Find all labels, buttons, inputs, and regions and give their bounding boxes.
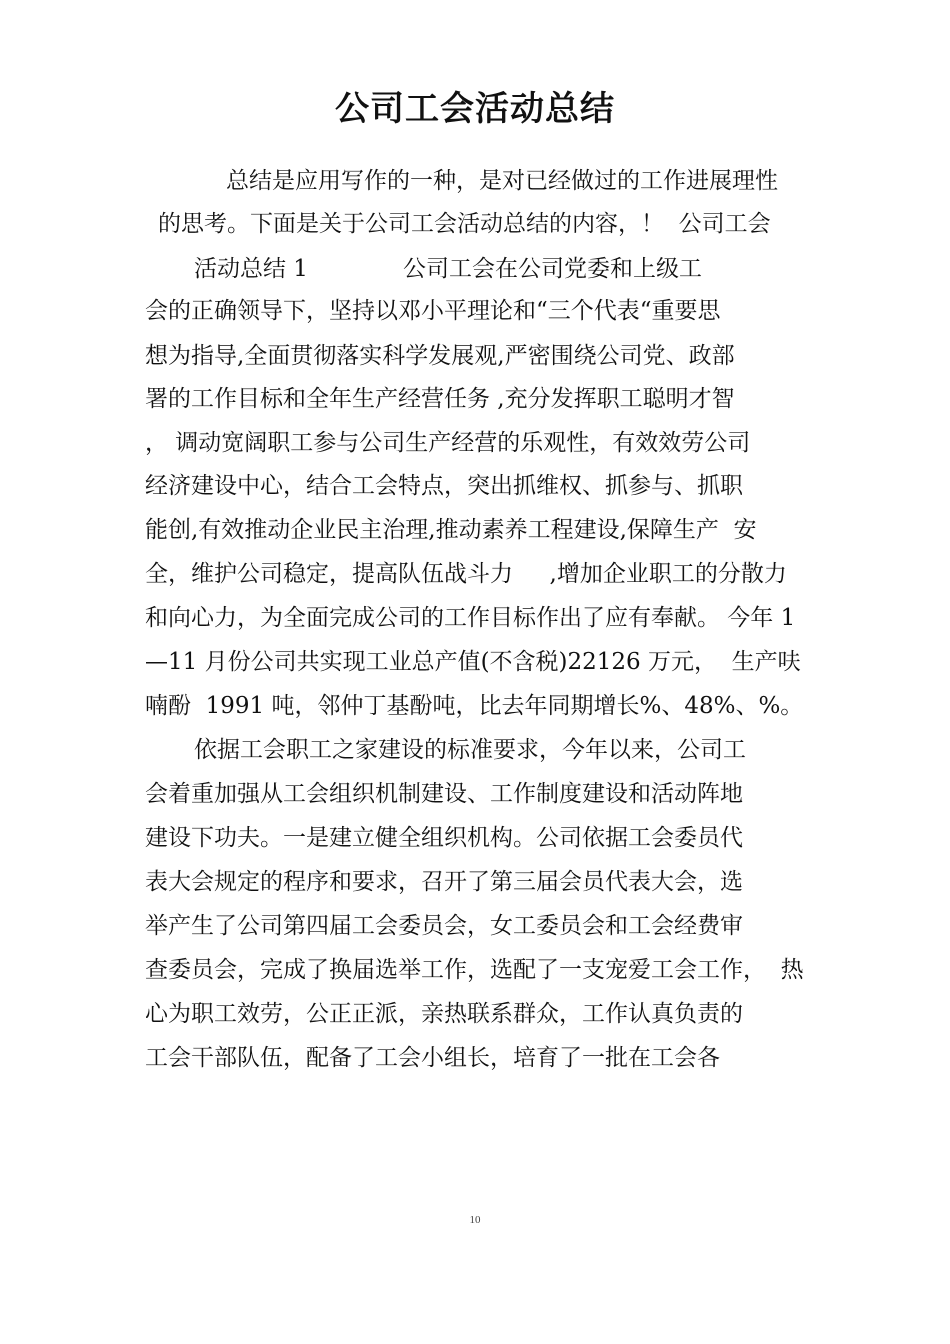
paragraph-line: 活动总结 1 公司工会在公司党委和上级工 (194, 256, 702, 282)
paragraph-line: 全，维护公司稳定，提高队伍战斗力 ,增加企业职工的分散力 (145, 561, 787, 587)
paragraph-line: 查委员会，完成了换届选举工作，选配了一支宠爱工会工作， 热 (145, 957, 804, 983)
paragraph-line: 会着重加强从工会组织机制建设、工作制度建设和活动阵地 (145, 781, 743, 807)
paragraph-line: 建设下功夫。一是建立健全组织机构。公司依据工会委员代 (145, 825, 743, 851)
paragraph-line: ， 调动宽阔职工参与公司生产经营的乐观性，有效效劳公司 (145, 430, 751, 456)
paragraph-line: 想为指导,全面贯彻落实科学发展观,严密围绕公司党、政部 (145, 343, 735, 369)
paragraph-line: 会的正确领导下，坚持以邓小平理论和“三个代表“重要思 (145, 298, 721, 324)
paragraph-line: 经济建设中心，结合工会特点，突出抓维权、抓参与、抓职 (145, 473, 743, 499)
paragraph-line: 喃酚 1991 吨，邻仲丁基酚吨，比去年同期增长%、48%、%。 (145, 693, 804, 719)
document-title: 公司工会活动总结 (335, 89, 615, 129)
paragraph-line: 表大会规定的程序和要求，召开了第三届会员代表大会，选 (145, 869, 743, 895)
paragraph-line: —11 月份公司共实现工业总产值(不含税)22126 万元， 生产呋 (145, 649, 801, 675)
paragraph-line: 举产生了公司第四届工会委员会，女工委员会和工会经费审 (145, 913, 743, 939)
paragraph-line: 总结是应用写作的一种，是对已经做过的工作进展理性 (226, 168, 778, 194)
page-number: 10 (469, 1214, 481, 1226)
paragraph-line: 依据工会职工之家建设的标准要求，今年以来，公司工 (194, 737, 746, 763)
paragraph-line: 的思考。下面是关于公司工会活动总结的内容，！ 公司工会 (158, 211, 771, 237)
paragraph-line: 心为职工效劳，公正正派，亲热联系群众，工作认真负责的 (145, 1001, 743, 1027)
paragraph-line: 工会干部队伍，配备了工会小组长，培育了一批在工会各 (145, 1045, 720, 1071)
paragraph-line: 署的工作目标和全年生产经营任务 ,充分发挥职工聪明才智 (145, 386, 735, 412)
paragraph-line: 能创,有效推动企业民主治理,推动素养工程建设,保障生产 安 (145, 517, 757, 543)
paragraph-line: 和向心力，为全面完成公司的工作目标作出了应有奉献。 今年 1 (145, 605, 796, 631)
